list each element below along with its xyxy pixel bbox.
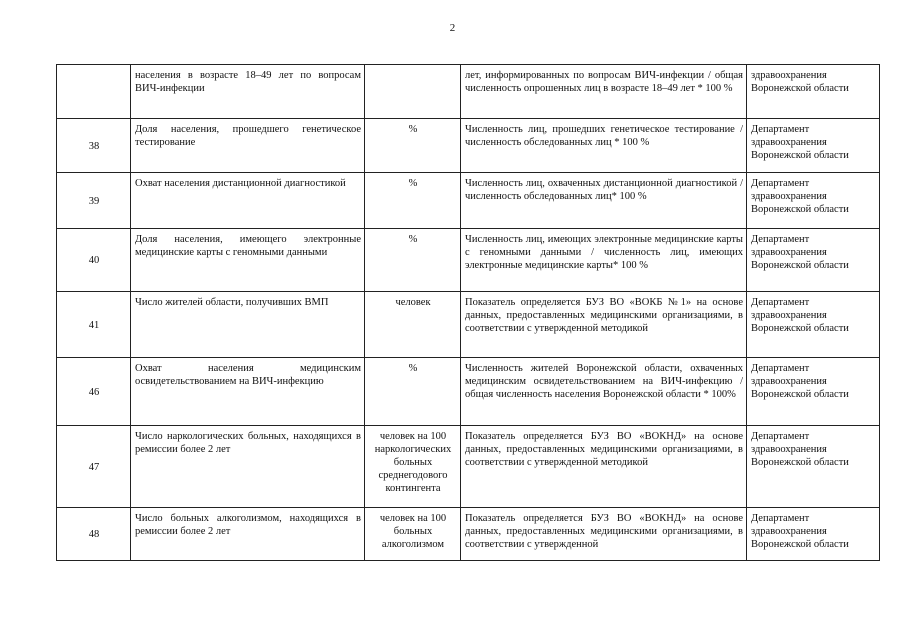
unit-cell: [365, 508, 461, 561]
row-number: 38: [88, 140, 100, 152]
indicator-name-cell: [131, 119, 365, 173]
table-row: [57, 292, 880, 358]
unit-cell: [365, 292, 461, 358]
page-number: 2: [449, 22, 456, 34]
indicator-name: Число больных алкоголизмом, находящихся в ремиссии более 2 лет: [135, 513, 361, 537]
method-text: Показатель определяется БУЗ ВО «ВОКБ №1» на основе данных, предоставленных медицинскими организациями, в соответствии с утвержденной методикой: [465, 297, 743, 334]
indicator-name-cell: [131, 358, 365, 426]
table-row: [57, 358, 880, 426]
method-cell: [461, 173, 747, 229]
responsible-cell: [747, 65, 880, 119]
unit-cell: [365, 65, 461, 119]
unit-text: %: [408, 234, 418, 245]
responsible-cell: [747, 358, 880, 426]
table-row: [57, 229, 880, 292]
responsible-cell: [747, 229, 880, 292]
method-text: Показатель определяется БУЗ ВО «ВОКНД» на основе данных, предоставленных медицинскими организациями, в соответствии с утвержденной методикой: [465, 431, 743, 468]
row-number-cell: [57, 119, 131, 173]
responsible-cell: [747, 426, 880, 508]
method-cell: [461, 292, 747, 358]
unit-text: человек на 100 наркологических больных среднегодового контингента: [374, 431, 452, 494]
unit-text: %: [408, 178, 418, 189]
indicator-name: Число жителей области, получивших ВМП: [135, 297, 329, 308]
method-text: Численность лиц, прошедших генетическое тестирование / численность обследованных лиц * 100 %: [465, 124, 743, 148]
method-cell: [461, 358, 747, 426]
indicators-table: [56, 64, 880, 561]
row-number-cell: [57, 173, 131, 229]
unit-cell: [365, 229, 461, 292]
indicator-name: Число наркологических больных, находящихся в ремиссии более 2 лет: [135, 431, 361, 455]
unit-text: %: [408, 124, 418, 135]
indicator-name: Доля населения, имеющего электронные медицинские карты с геномными данными: [135, 234, 361, 258]
indicator-name-cell: [131, 173, 365, 229]
table-row: [57, 508, 880, 561]
method-cell: [461, 229, 747, 292]
responsible-cell: [747, 508, 880, 561]
row-number-cell: [57, 292, 131, 358]
unit-text: %: [408, 363, 418, 374]
table-row: [57, 173, 880, 229]
method-text: лет, информированных по вопросам ВИЧ-инфекции / общая численность опрошенных лиц в возрасте 18–49 лет * 100 %: [465, 70, 743, 94]
unit-cell: [365, 119, 461, 173]
responsible-text: Департамент здравоохранения Воронежской области: [751, 297, 849, 334]
indicator-name: Охват населения дистанционной диагностикой: [135, 178, 346, 189]
indicator-name-cell: [131, 508, 365, 561]
method-cell: [461, 426, 747, 508]
responsible-text: здравоохранения Воронежской области: [751, 70, 849, 94]
indicator-name-cell: [131, 292, 365, 358]
responsible-cell: [747, 119, 880, 173]
row-number-cell: [57, 358, 131, 426]
method-cell: [461, 65, 747, 119]
responsible-text: Департамент здравоохранения Воронежской области: [751, 431, 849, 468]
row-number-cell: [57, 65, 131, 119]
responsible-text: Департамент здравоохранения Воронежской области: [751, 513, 849, 550]
row-number: 46: [88, 386, 100, 398]
responsible-text: Департамент здравоохранения Воронежской области: [751, 234, 849, 271]
row-number: 40: [88, 255, 100, 266]
unit-text: человек: [395, 297, 431, 308]
table-row: [57, 65, 880, 119]
row-number: 41: [88, 319, 100, 331]
unit-text: человек на 100 больных алкоголизмом: [379, 513, 447, 550]
unit-cell: [365, 358, 461, 426]
indicator-name-cell: [131, 229, 365, 292]
responsible-text: Департамент здравоохранения Воронежской области: [751, 178, 849, 215]
indicator-name: населения в возрасте 18–49 лет по вопросам ВИЧ-инфекции: [135, 70, 361, 94]
method-cell: [461, 119, 747, 173]
method-cell: [461, 508, 747, 561]
responsible-text: Департамент здравоохранения Воронежской области: [751, 124, 849, 161]
responsible-cell: [747, 173, 880, 229]
row-number: 48: [88, 529, 100, 540]
method-text: Показатель определяется БУЗ ВО «ВОКНД» на основе данных, предоставленных медицинскими организациями, в соответствии с утвержденной: [465, 513, 743, 550]
responsible-cell: [747, 292, 880, 358]
method-text: Численность лиц, охваченных дистанционной диагностикой / численность обследованных лиц* 100 %: [465, 178, 743, 202]
table-row: [57, 119, 880, 173]
unit-cell: [365, 426, 461, 508]
responsible-text: Департамент здравоохранения Воронежской области: [751, 363, 849, 400]
table-row: [57, 426, 880, 508]
indicator-name-cell: [131, 426, 365, 508]
row-number-cell: [57, 508, 131, 561]
row-number-cell: [57, 229, 131, 292]
indicator-name-cell: [131, 65, 365, 119]
row-number: 47: [88, 461, 100, 473]
unit-cell: [365, 173, 461, 229]
indicator-name: Охват населения медицинским освидетельствованием на ВИЧ-инфекцию: [135, 363, 361, 387]
row-number: 39: [88, 195, 100, 207]
method-text: Численность лиц, имеющих электронные медицинские карты с геномными данными / численность лиц, имеющих электронные медицинские карты* 100 %: [465, 234, 743, 271]
row-number-cell: [57, 426, 131, 508]
method-text: Численность жителей Воронежской области, охваченных медицинским освидетельствованием на ВИЧ-инфекцию / общая численность населения Воронежской области * 100%: [465, 363, 743, 400]
indicator-name: Доля населения, прошедшего генетическое тестирование: [135, 124, 361, 148]
